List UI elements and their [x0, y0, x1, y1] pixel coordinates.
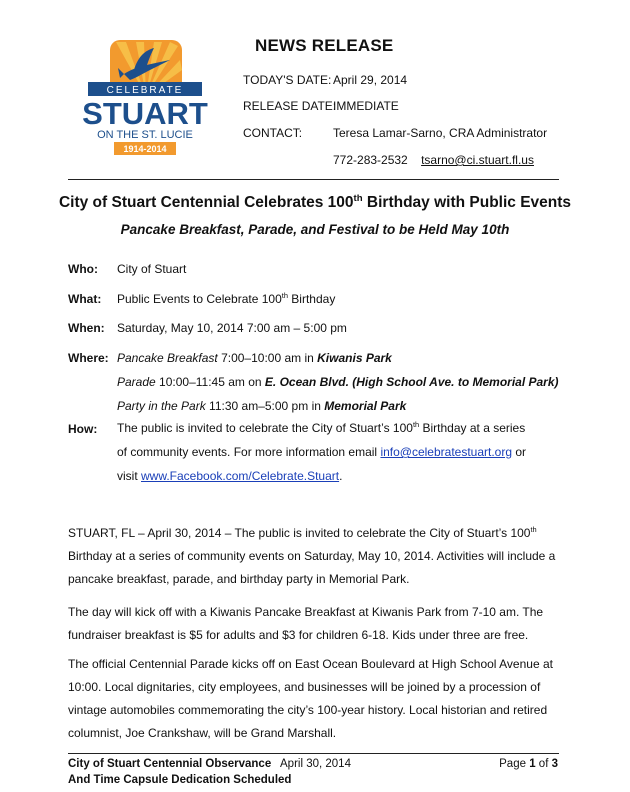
what-label: What:: [68, 292, 102, 306]
todays-date-value: April 29, 2014: [333, 73, 408, 87]
headline-text: City of Stuart Centennial Celebrates 100: [58, 194, 354, 211]
footer-divider: [68, 753, 559, 754]
body-paragraph-3: The official Centennial Parade kicks off on East Ocean Boulevard at High School Avenue at 10:00. Local dignitaries, city employees, and businesses will be joined by a procession of vintage automobiles commemorating the city’s 100-year history. Local historian and retired columnist, Joe Crankshaw, will be Grand Marshall.: [68, 657, 553, 740]
news-release-title: NEWS RELEASE: [255, 36, 394, 55]
how-value: [117, 416, 537, 488]
who-value: City of Stuart: [117, 262, 187, 276]
footer-title-line1: City of Stuart Centennial Observance: [68, 758, 272, 770]
p1-text-end: Birthday at a series of community events on Saturday, May 10, 2014. Activities will include a pancake breakfast, parade, and birthday party in Memorial Park.: [68, 549, 556, 586]
what-sup: th: [281, 291, 288, 300]
what-text: Public Events to Celebrate 100: [117, 292, 282, 306]
page-total: 3: [551, 758, 558, 770]
page-current: 1: [529, 758, 536, 770]
release-date-label: RELEASE DATE:: [243, 99, 337, 113]
footer-date: April 30, 2014: [280, 758, 351, 770]
info-email-link[interactable]: info@celebratestuart.org: [380, 445, 513, 459]
p1-sup: th: [530, 525, 537, 534]
where-breakfast: [117, 351, 392, 365]
where-breakfast-place: Kiwanis Park: [317, 351, 392, 365]
headline: [0, 194, 630, 212]
when-label: When:: [68, 321, 105, 335]
footer-page-number: [499, 758, 558, 770]
where-party-time: 11:30 am–5:00 pm in: [205, 399, 325, 413]
what-text-end: Birthday: [287, 292, 336, 306]
contact-value: Teresa Lamar-Sarno, CRA Administrator: [333, 126, 548, 140]
where-party-event: Party in the Park: [117, 399, 206, 413]
how-text-middle: Birthday at a series of community events. For more information email: [117, 421, 526, 459]
who-label: Who:: [68, 262, 98, 276]
headline-text-end: Birthday with Public Events: [362, 194, 572, 211]
logo-years-text: 1914-2014: [123, 144, 167, 154]
page-word: Page: [499, 758, 530, 770]
how-text: The public is invited to celebrate the City of Stuart’s 100: [117, 421, 413, 435]
celebrate-stuart-logo: [80, 38, 210, 156]
todays-date-label: TODAY'S DATE:: [243, 73, 332, 87]
headline-sup: th: [353, 192, 363, 204]
page-of: of: [535, 758, 552, 770]
where-party: [117, 399, 406, 413]
body-paragraph-1: [68, 522, 562, 591]
where-breakfast-event: Pancake Breakfast: [117, 351, 218, 365]
what-value: [117, 292, 335, 306]
where-parade-time: 10:00–11:45 am on: [155, 375, 265, 389]
contact-email-link[interactable]: tsarno@ci.stuart.fl.us: [421, 153, 534, 167]
where-breakfast-time: 7:00–10:00 am in: [217, 351, 318, 365]
when-value: Saturday, May 10, 2014 7:00 am – 5:00 pm: [117, 321, 347, 335]
how-text-or: or visit: [117, 445, 527, 483]
facebook-link[interactable]: www.Facebook.com/Celebrate.Stuart: [141, 469, 340, 483]
header-divider: [68, 179, 559, 180]
footer-title-line2: And Time Capsule Dedication Scheduled: [68, 774, 292, 786]
p1-text: STUART, FL – April 30, 2014 – The public is invited to celebrate the City of Stuart’s 100: [68, 526, 531, 540]
subheadline: Pancake Breakfast, Parade, and Festival to be Held May 10th: [120, 222, 510, 237]
contact-label: CONTACT:: [243, 126, 303, 140]
contact-phone-email: [333, 153, 534, 167]
logo-stuart-text: STUART: [82, 96, 208, 131]
where-parade-place: E. Ocean Blvd. (High School Ave. to Memorial Park): [264, 375, 559, 389]
how-text-end: .: [339, 469, 343, 483]
release-date-value: IMMEDIATE: [333, 99, 399, 113]
where-party-place: Memorial Park: [324, 399, 407, 413]
contact-phone: 772-283-2532: [333, 153, 408, 167]
where-label: Where:: [68, 351, 109, 365]
how-label: How:: [68, 422, 98, 436]
logo-st-lucie-text: ON THE ST. LUCIE: [97, 129, 193, 141]
logo-celebrate-text: CELEBRATE: [106, 85, 184, 96]
where-parade: [117, 375, 559, 389]
body-paragraph-2: The day will kick off with a Kiwanis Pancake Breakfast at Kiwanis Park from 7-10 am. The fundraiser breakfast is $5 for adults and $3 for children 6-18. Kids under three are free.: [68, 605, 544, 642]
how-sup: th: [412, 420, 420, 429]
where-parade-event: Parade: [117, 375, 156, 389]
